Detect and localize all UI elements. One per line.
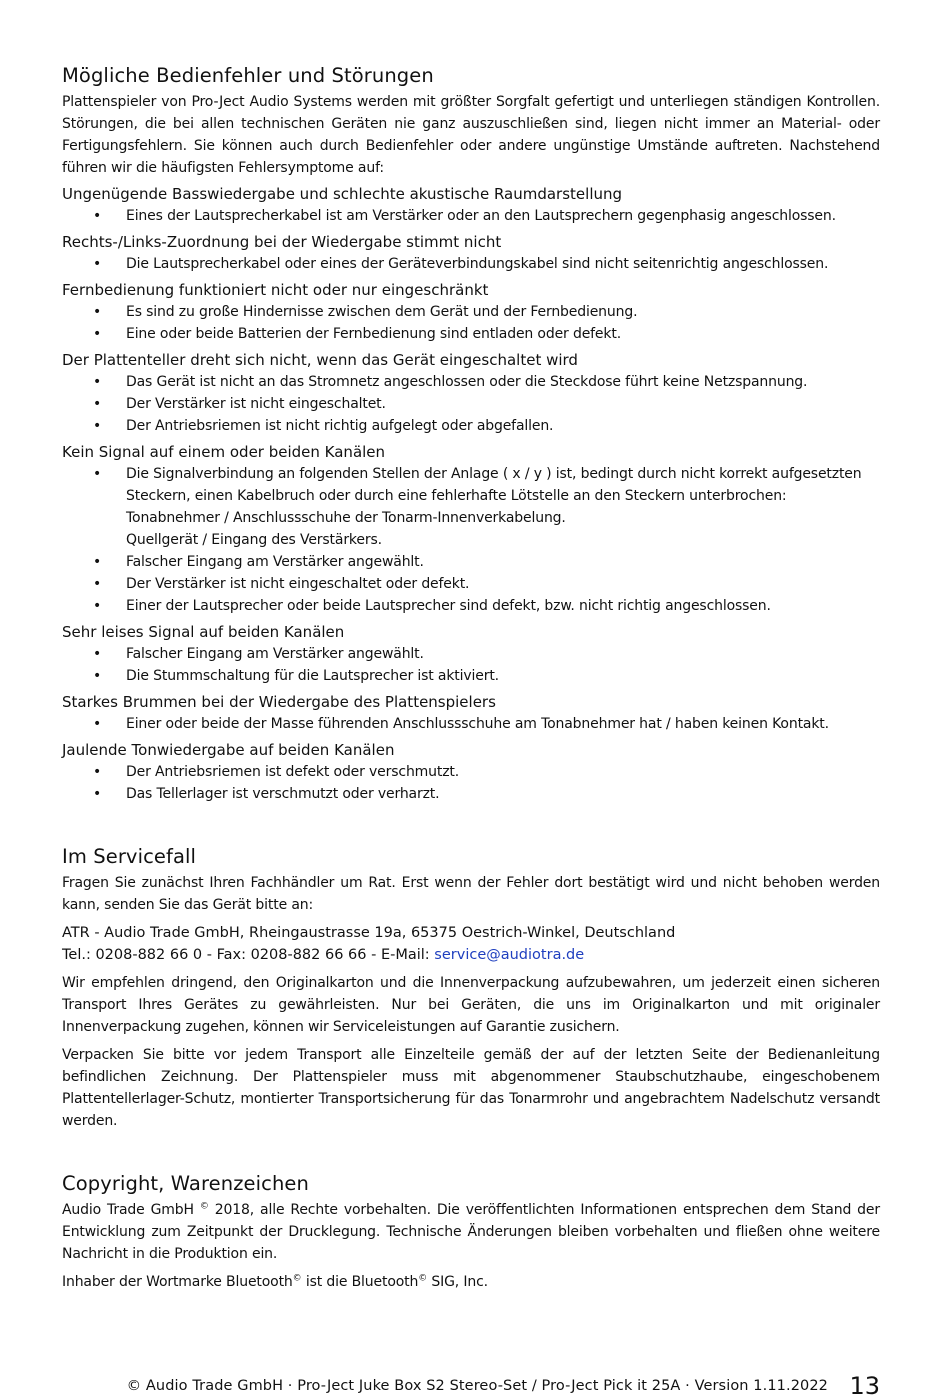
bullet-icon: • [93,646,102,662]
list-item [62,643,880,665]
list-item [62,783,880,805]
list-item-subline: Quellgerät / Eingang des Verstärkers. [126,532,382,548]
trademark-text-a: Inhaber der Wortmarke Bluetooth [62,1274,293,1290]
list-item-subline: Tonabnehmer / Anschlussschuhe der Tonarm-Innenverkabelung. [126,510,566,526]
copyright-text-b: 2018, alle Rechte vorbehalten. Die veröffentlichten Informationen entsprechen dem Stand der Entwicklung zum Zeitpunkt der Drucklegung. Technische Änderungen bleiben vorbehalten und fließen ohne weitere Nachricht in die Produktion ein. [62,1202,880,1262]
section-title-copyright: Copyright, Warenzeichen [62,1172,309,1195]
trademark-paragraph [62,1271,880,1293]
fault-heading: Starkes Brummen bei der Wiedergabe des Plattenspielers [62,693,496,711]
list-item-text: Die Lautsprecherkabel oder eines der Geräteverbindungskabel sind nicht seitenrichtig angeschlossen. [126,256,829,272]
fault-heading: Jaulende Tonwiedergabe auf beiden Kanälen [62,741,395,759]
footer-text: © Audio Trade GmbH · Pro-Ject Juke Box S2 Stereo-Set / Pro-Ject Pick it 25A · Version 1.11.2022 [126,1378,828,1394]
list-item [62,205,880,227]
page-content [62,64,880,1293]
fault-heading: Ungenügende Basswiedergabe und schlechte akustische Raumdarstellung [62,185,623,203]
bullet-icon: • [93,668,102,684]
list-item [62,713,880,735]
list-item-text: Falscher Eingang am Verstärker angewählt. [126,554,424,570]
list-item-text: Das Gerät ist nicht an das Stromnetz angeschlossen oder die Steckdose führt keine Netzspannung. [126,374,808,390]
section-title-service: Im Servicefall [62,845,197,868]
list-item-text: Die Signalverbindung an folgenden Stellen der Anlage ( x / y ) ist, bedingt durch nicht korrekt aufgesetzten Steckern, einen Kabelbruch oder durch eine fehlerhafte Lötstelle an den Steckern unterbrochen: [126,466,862,504]
list-item [62,761,880,783]
service-email-link[interactable]: service@audiotra.de [434,947,585,963]
list-item [62,573,880,595]
fault-causes-list [62,371,880,437]
list-item-text: Der Antriebsriemen ist defekt oder verschmutzt. [126,764,460,780]
service-paragraph-2: Wir empfehlen dringend, den Originalkarton und die Innenverpackung aufzubewahren, um jederzeit einen sicheren Transport Ihres Gerätes zu gewährleisten. Nur bei Geräten, die uns im Originalkarton und mit originaler Innenverpackung zugehen, können wir Serviceleistungen auf Garantie zusichern. [62,975,880,1035]
list-item [62,393,880,415]
trademark-symbol-2: © [418,1273,428,1284]
bullet-icon: • [93,576,102,592]
bullet-icon: • [93,764,102,780]
bullet-icon: • [93,786,102,802]
trademark-text-c: SIG, Inc. [427,1274,488,1290]
fault-causes-list [62,761,880,805]
list-item-text: Einer oder beide der Masse führenden Anschlussschuhe am Tonabnehmer hat / haben keinen Kontakt. [126,716,829,732]
list-item-text: Einer der Lautsprecher oder beide Lautsprecher sind defekt, bzw. nicht richtig angeschlossen. [126,598,771,614]
list-item-text: Eines der Lautsprecherkabel ist am Verstärker oder an den Lautsprechern gegenphasig angeschlossen. [126,208,836,224]
bullet-icon: • [93,466,102,482]
fault-causes-list [62,301,880,345]
bullet-icon: • [93,304,102,320]
list-item-text: Der Antriebsriemen ist nicht richtig aufgelegt oder abgefallen. [126,418,554,434]
list-item [62,301,880,323]
fault-causes-list [62,253,880,275]
list-item [62,415,880,437]
copyright-text-a: Audio Trade GmbH [62,1202,200,1218]
list-item-text: Das Tellerlager ist verschmutzt oder verharzt. [126,786,440,802]
list-item-text: Falscher Eingang am Verstärker angewählt. [126,646,424,662]
service-contact [62,944,880,966]
copyright-symbol: © [199,1201,209,1212]
bullet-icon: • [93,418,102,434]
service-paragraph-3: Verpacken Sie bitte vor jedem Transport alle Einzelteile gemäß der auf der letzten Seite der Bedienanleitung befindlichen Zeichnung. Der Plattenspieler muss mit abgenommener Staubschutzhaube, eingeschobenem Plattentellerlager-Schutz, montierter Transportsicherung für das Tonarmrohr und angebrachtem Nadelschutz versandt werden. [62,1047,880,1129]
list-item [62,323,880,345]
list-item-text: Die Stummschaltung für die Lautsprecher ist aktiviert. [126,668,499,684]
bullet-icon: • [93,716,102,732]
bullet-icon: • [93,256,102,272]
list-item [62,253,880,275]
list-item [62,551,880,573]
list-item-text: Der Verstärker ist nicht eingeschaltet oder defekt. [126,576,470,592]
contact-phone-fax: Tel.: 0208-882 66 0 - Fax: 0208-882 66 66 - E-Mail: [62,947,435,963]
bullet-icon: • [93,598,102,614]
fault-heading: Fernbedienung funktioniert nicht oder nur eingeschränkt [62,281,489,299]
copyright-paragraph [62,1199,880,1265]
fault-heading: Kein Signal auf einem oder beiden Kanälen [62,443,386,461]
fault-heading: Sehr leises Signal auf beiden Kanälen [62,623,345,641]
section-title-troubleshooting: Mögliche Bedienfehler und Störungen [62,64,434,87]
list-item-text: Eine oder beide Batterien der Fernbedienung sind entladen oder defekt. [126,326,621,342]
list-item-text: Es sind zu große Hindernisse zwischen dem Gerät und der Fernbedienung. [126,304,638,320]
bullet-icon: • [93,208,102,224]
fault-heading: Der Plattenteller dreht sich nicht, wenn das Gerät eingeschaltet wird [62,351,578,369]
fault-causes-list [62,205,880,227]
fault-causes-list [62,463,880,617]
trademark-text-b: ist die Bluetooth [301,1274,419,1290]
list-item [62,665,880,687]
bullet-icon: • [93,554,102,570]
bullet-icon: • [93,396,102,412]
page-number: 13 [849,1372,880,1400]
service-address: ATR - Audio Trade GmbH, Rheingaustrasse 19a, 65375 Oestrich-Winkel, Deutschland [62,925,676,941]
fault-causes-list [62,643,880,687]
fault-heading: Rechts-/Links-Zuordnung bei der Wiedergabe stimmt nicht [62,233,502,251]
bullet-icon: • [93,326,102,342]
list-item [62,371,880,393]
page-footer [0,1374,950,1400]
fault-list [62,183,880,805]
bullet-icon: • [93,374,102,390]
fault-causes-list [62,713,880,735]
list-item [62,463,880,551]
troubleshooting-intro: Plattenspieler von Pro-Ject Audio Systems werden mit größter Sorgfalt gefertigt und unterliegen ständigen Kontrollen. Störungen, die bei allen technischen Geräten nie ganz auszuschließen sind, liegen nicht immer an Material- oder Fertigungsfehlern. Sie können auch durch Bedienfehler oder andere ungünstige Umstände auftreten. Nachstehend führen wir die häufigsten Fehlersymptome auf: [62,94,880,176]
trademark-symbol-1: © [292,1273,302,1284]
service-paragraph-1: Fragen Sie zunächst Ihren Fachhändler um Rat. Erst wenn der Fehler dort bestätigt wird und nicht behoben werden kann, senden Sie das Gerät bitte an: [62,875,880,913]
list-item [62,595,880,617]
list-item-text: Der Verstärker ist nicht eingeschaltet. [126,396,386,412]
